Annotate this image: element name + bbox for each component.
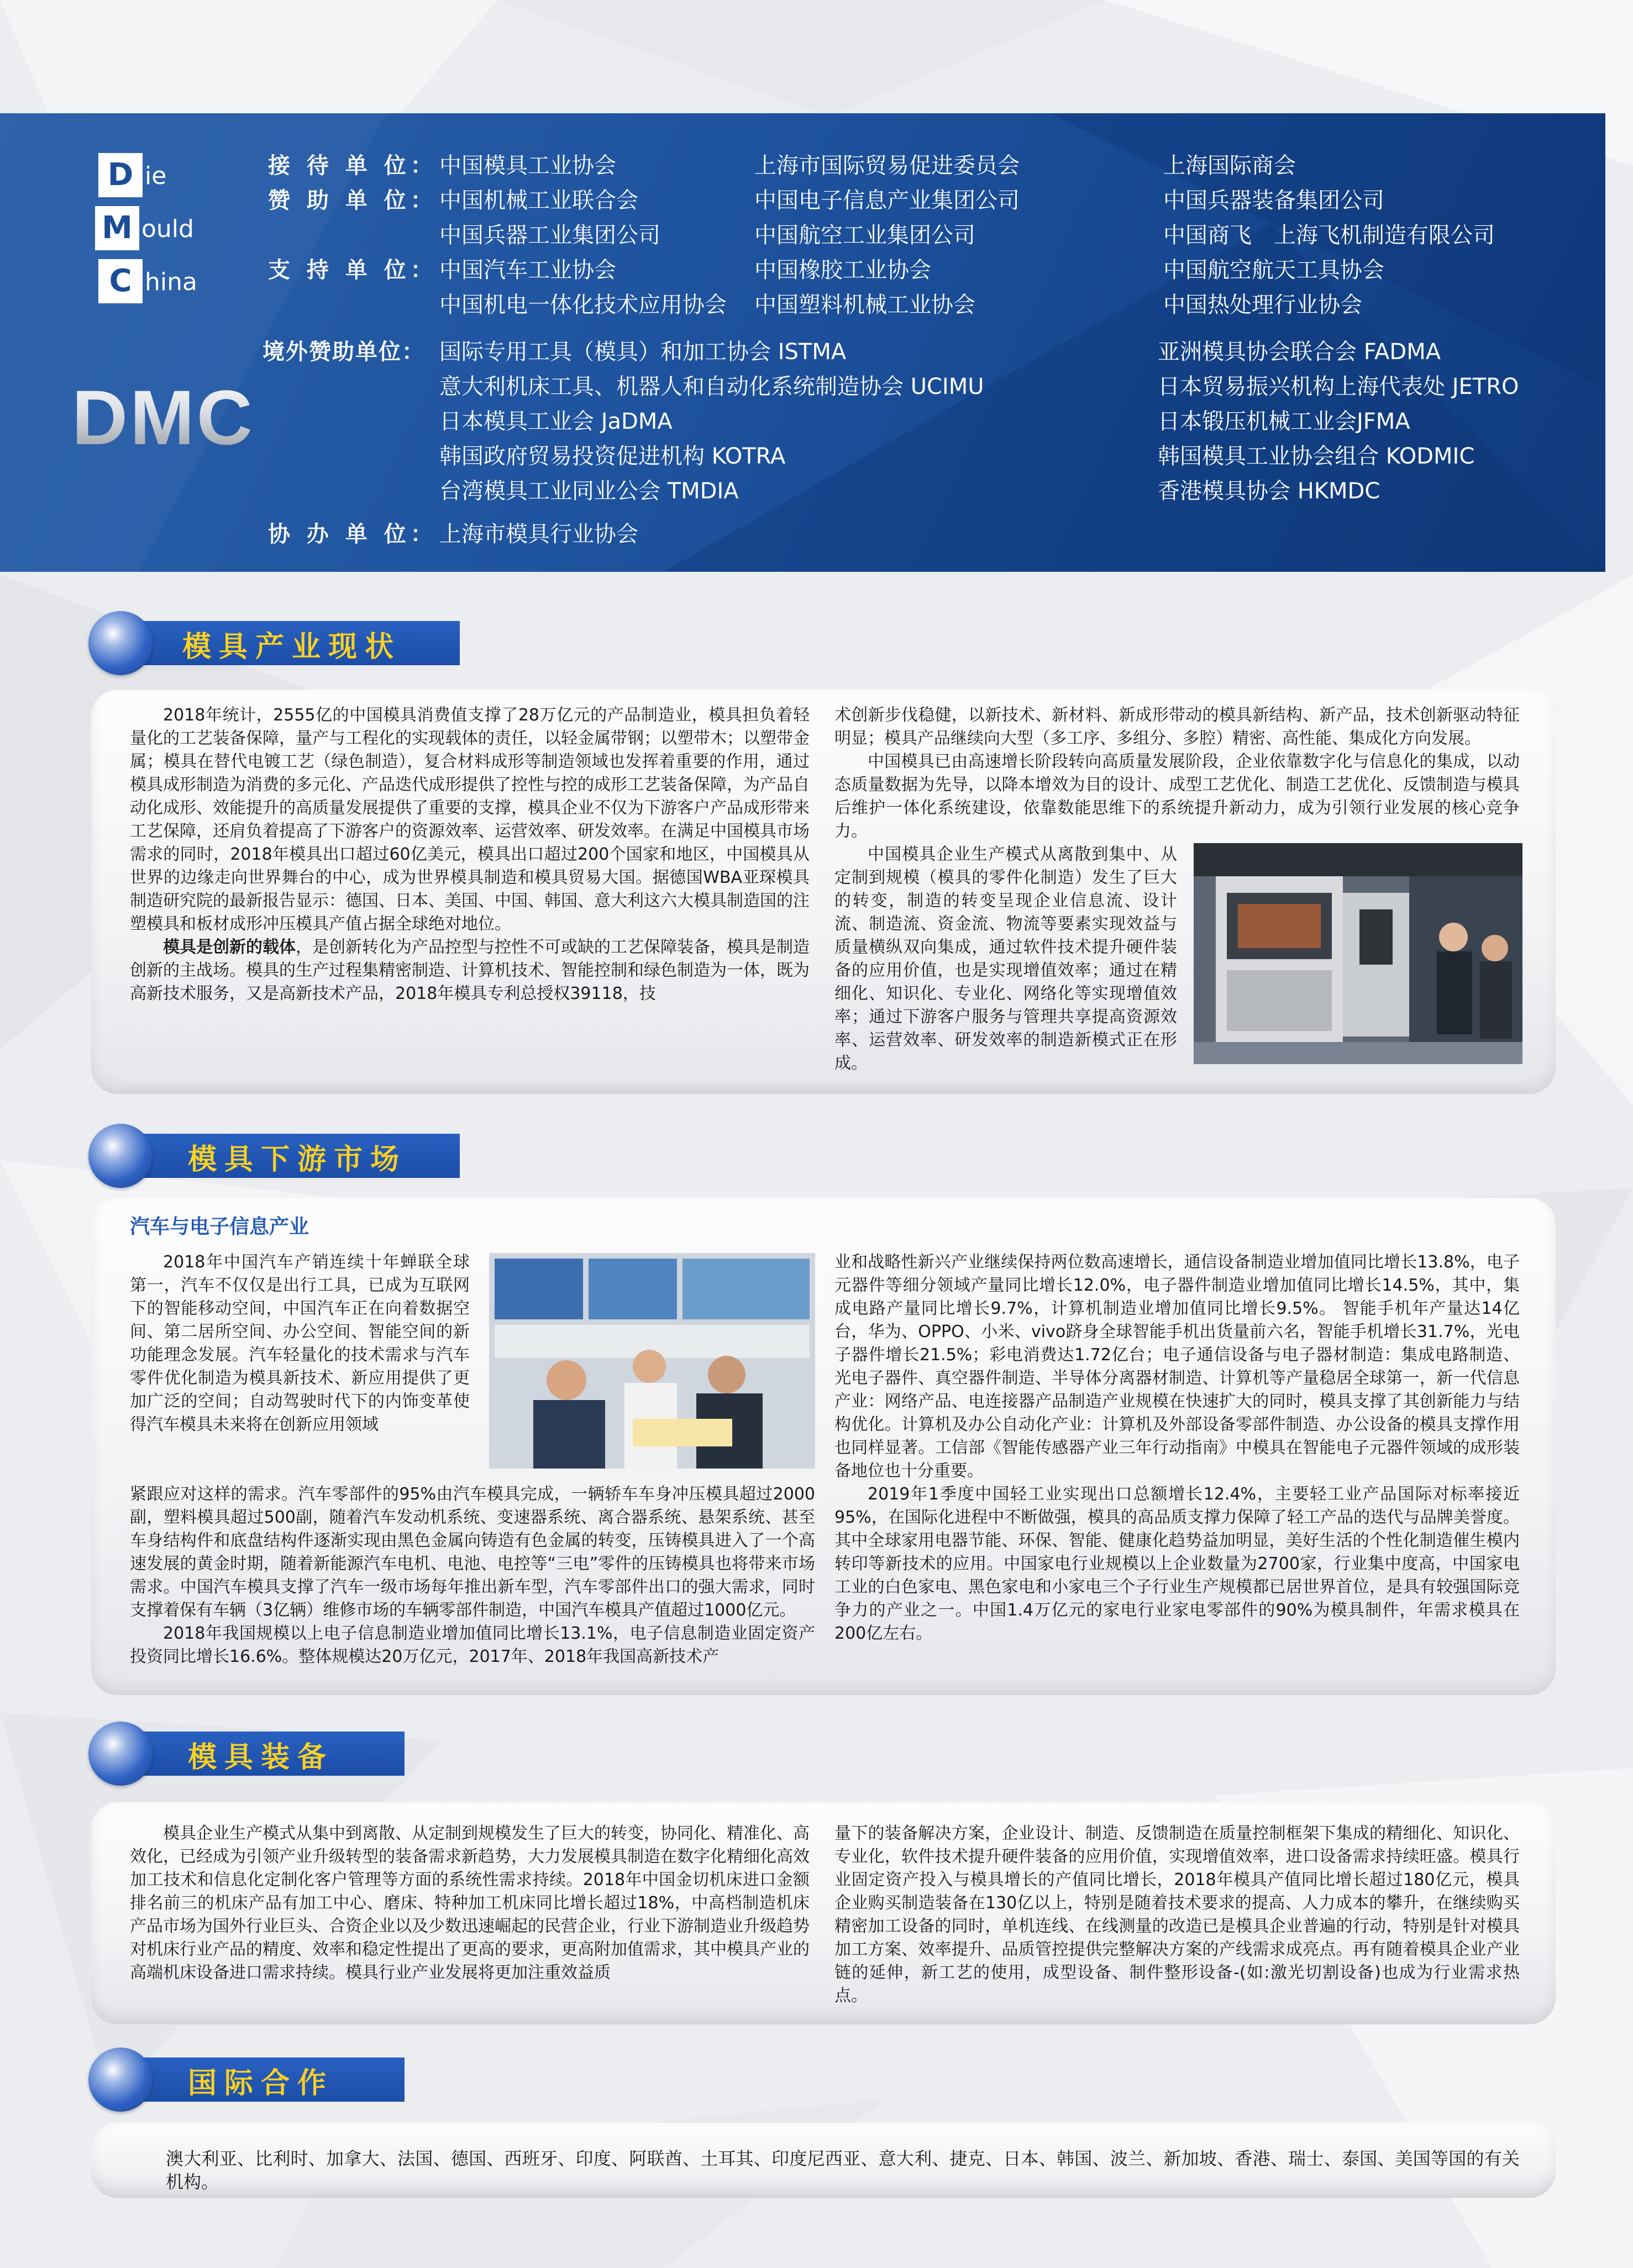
panel-industry xyxy=(91,690,1556,1093)
country-list: 澳大利亚、比利时、加拿大、法国、德国、西班牙、印度、阿联酋、土耳其、印度尼西亚、意大利、捷克、日本、韩国、波兰、新加坡、香港、瑞士、泰国、美国等国的有关机构。 xyxy=(166,2148,1520,2192)
paragraph: 术创新步伐稳健，以新技术、新材料、新成形带动的模具新结构、新产品，技术创新驱动特征明显；模具产品继续向大型（多工序、多组分、多腔）精密、高性能、集成化方向发展。 xyxy=(834,706,1520,748)
bullet-sphere-icon xyxy=(88,611,153,675)
paragraph: 2018年统计，2555亿的中国模具消费值支撑了28万亿元的产品制造业，模具担负着轻量化的工艺装备保障，量产与工程化的实现载体的责任，以轻金属带钢；以塑带木；以塑带金属；模具在替代电镀工艺（绿色制造），复合材料成形等制造领域也发挥着重要的作用，通过模具成形制造为消费的多元化、产品迭代成形提供了控性与控的成形工艺装备保障，为产品自动化成形、效能提升的高质量发展提供了重要的支撑，模具企业不仅为下游客户产品成形带来工艺保障，还肩负着提高了下游客户的资源效率、运营效率、研发效率。在满足中国模具市场需求的同时，2018年模具出口超过60亿美元，模具出口超过200个国家和地区，中国模具从世界的边缘走向世界舞台的中心，成为世界模具制造和模具贸易大国。据德国WBA亚琛模具制造研究院的最新报告显示：德国、日本、美国、中国、韩国、意大利这六大模具制造国的注塑模具和板材成形冲压模具产值占据全球绝对地位。 xyxy=(130,706,810,934)
section-title: 国际合作 xyxy=(188,2067,334,2100)
header-row-sponsor xyxy=(268,183,437,214)
factory-exhibition-photo xyxy=(1194,843,1522,1064)
sponsor-header xyxy=(0,113,1605,572)
factory-photo-illustration xyxy=(1194,843,1522,1064)
row-label: 接 待 单 位： xyxy=(268,153,437,178)
org-name: 上海市国际贸易促进委员会 xyxy=(754,153,1020,178)
org-name: 中国汽车工业协会 xyxy=(439,257,616,283)
bold-lead: 模具是创新的载体 xyxy=(163,938,296,957)
section-title: 模具装备 xyxy=(188,1741,334,1774)
logo-word-die: ie xyxy=(145,162,167,190)
org-name: 中国机械工业联合会 xyxy=(439,188,638,213)
logo-letter-c: C xyxy=(98,259,143,303)
header-row-overseas xyxy=(262,334,425,366)
equipment-right-text xyxy=(834,1822,1520,2008)
equipment-left-text xyxy=(130,1822,810,1985)
org-name: 中国商飞 上海飞机制造有限公司 xyxy=(1163,223,1495,248)
org-name: 上海国际商会 xyxy=(1163,153,1296,178)
meeting-photo-illustration xyxy=(489,1253,815,1469)
paragraph: 2018年中国汽车产销连续十年蝉联全球第一，汽车不仅仅是出行工具，已成为互联网下的智能移动空间，中国汽车正在向着数据空间、第二居所空间、办公空间、智能空间的新功能理念发展。汽车轻量化的技术需求与汽车零件优化制造为模具新技术、新应用提供了更加广泛的空间；自动驾驶时代下的内饰变革使得汽车模具未来将在创新应用领域 xyxy=(130,1253,470,1434)
paragraph: 量下的装备解决方案，企业设计、制造、反馈制造在质量控制框架下集成的精细化、知识化、专业化，软件技术提升硬件装备的应用价值，实现增值效率，进口设备需求持续旺盛。模具行业固定资产投入与模具增长的产值同比增长，2018年模具产值同比增长超过180亿元，模具企业购买制造装备在130亿以上，特别是随着技术要求的提高、人力成本的攀升，在继续购买精密加工设备的同时，单机连线、在线测量的改造已是模具企业普遍的行动，特别是针对模具加工方案、效率提升、品质管控提供完整解决方案的产线需求成亮点。再有随着模具企业产业链的延伸，新工艺的使用，成型设备、制件整形设备-(如:激光切割设备)也成为行业需求热点。 xyxy=(834,1824,1520,2006)
downstream-left-full-text xyxy=(130,1483,815,1669)
international-text xyxy=(166,2147,1520,2193)
org-name: 香港模具协会 HKMDC xyxy=(1158,478,1380,504)
org-name: 中国电子信息产业集团公司 xyxy=(754,188,1020,213)
row-label: 赞 助 单 位： xyxy=(268,188,437,213)
subsection-heading: 汽车与电子信息产业 xyxy=(130,1215,309,1238)
org-name: 韩国政府贸易投资促进机构 KOTRA xyxy=(439,444,786,469)
industry-right-wrap-text xyxy=(834,843,1177,1075)
org-name: 上海市模具行业协会 xyxy=(439,522,638,547)
org-name: 日本贸易振兴机构上海代表处 JETRO xyxy=(1158,374,1519,399)
bullet-sphere-icon xyxy=(88,1722,153,1786)
paragraph: 模具企业生产模式从集中到离散、从定制到规模发生了巨大的转变，协同化、精准化、高效化，已经成为引领产业升级转型的装备需求新趋势，大力发展模具制造在数字化精细化高效加工技术和信息化定制化客户管理等方面的系统性需求持续。2018年中国金切机床进口金额排名前三的机床产品有加工中心、磨床、特种加工机床同比增长超过18%，中高档制造机床产品市场为国外行业巨头、合资企业以及少数迅速崛起的民营企业，行业下游制造业升级趋势对机床行业产品的精度、效率和稳定性提出了更高的要求，更高附加值需求，其中模具产业的高端机床设备进口需求持续。模具行业产业发展将更加注重效益质 xyxy=(130,1824,810,1982)
section-header-equipment xyxy=(88,1728,398,1779)
org-name: 韩国模具工业协会组合 KODMIC xyxy=(1158,444,1475,469)
section-title: 模具产业现状 xyxy=(182,630,402,664)
header-row-support xyxy=(268,252,437,284)
section-header-international xyxy=(88,2054,398,2105)
org-name: 中国塑料机械工业协会 xyxy=(754,292,975,318)
logo-letter-d: D xyxy=(98,153,143,197)
paragraph-rest: ，是创新转化为产品控型与控性不可或缺的工艺保障装备，模具是制造创新的主战场。模具的生产过程集精密制造、计算机技术、智能控制和绿色制造为一体，既为高新技术服务，又是高新技术产品，2018年模具专利总授权39118，技 xyxy=(130,938,810,1003)
row-label: 协 办 单 位： xyxy=(268,522,437,547)
downstream-left-wrap-text xyxy=(130,1251,470,1436)
bullet-sphere-icon xyxy=(88,2048,153,2112)
section-header-industry xyxy=(88,618,453,669)
section-title: 模具下游市场 xyxy=(188,1143,407,1176)
org-name: 中国航空航天工具协会 xyxy=(1163,257,1384,283)
panel-downstream xyxy=(91,1198,1556,1694)
panel-international xyxy=(91,2123,1556,2197)
org-name: 中国航空工业集团公司 xyxy=(754,223,975,248)
org-name: 中国机电一体化技术应用协会 xyxy=(439,292,727,318)
row-label: 支 持 单 位： xyxy=(268,257,437,283)
org-name: 中国兵器装备集团公司 xyxy=(1163,188,1384,213)
logo-word-china: hina xyxy=(145,268,197,296)
org-name: 日本锻压机械工业会JFMA xyxy=(1158,409,1410,434)
org-name: 中国模具工业协会 xyxy=(439,153,616,178)
downstream-right-text xyxy=(834,1251,1520,1645)
panel-equipment xyxy=(91,1802,1556,2023)
dmc-brand-logo: DMC xyxy=(72,373,255,462)
row-label: 境外赞助单位： xyxy=(262,339,425,365)
org-name: 日本模具工业会 JaDMA xyxy=(439,409,673,434)
paragraph xyxy=(130,936,810,1006)
org-name: 中国橡胶工业协会 xyxy=(754,257,931,283)
paragraph: 紧跟应对这样的需求。汽车零部件的95%由汽车模具完成，一辆轿车车身冲压模具超过2000副，塑料模具超过500副，随着汽车发动机系统、变速器系统、离合器系统、悬架系统、甚至车身结构件和底盘结构件逐渐实现由黑色金属向铸造有色金属的转变，压铸模具进入了一个高速发展的黄金时期，随着新能源汽车电机、电池、电控等“三电”零件的压铸模具也将带来市场需求。中国汽车模具支撑了汽车一级市场每年推出新车型，汽车零部件出口的强大需求，同时支撑着保有车辆（3亿辆）维修市场的车辆零部件制造，中国汽车模具产值超过1000亿元。 xyxy=(130,1485,815,1620)
org-name: 意大利机床工具、机器人和自动化系统制造协会 UCIMU xyxy=(439,374,984,399)
org-name: 中国兵器工业集团公司 xyxy=(439,223,660,248)
business-meeting-photo xyxy=(489,1253,815,1469)
industry-right-text xyxy=(834,704,1520,843)
bullet-sphere-icon xyxy=(88,1124,153,1188)
header-row-host xyxy=(268,148,437,180)
logo-letter-m: M xyxy=(95,206,139,250)
header-row-co-organizer xyxy=(268,517,437,548)
industry-left-text xyxy=(130,704,810,1006)
paragraph: 2019年1季度中国轻工业实现出口总额增长12.4%，主要轻工业产品国际对标率接近95%，在国际化进程中不断做强，模具的高品质支撑力保障了轻工产品的迭代与品牌美誉度。其中全球家用电器节能、环保、智能、健康化趋势益加明显，美好生活的个性化制造催生模内转印等新技术的应用。中国家电行业规模以上企业数量为2700家，行业集中度高，中国家电工业的白色家电、黑色家电和小家电三个子行业生产规模都已居世界首位，是具有较强国际竞争力的产业之一。中国1.4万亿元的家电行业家电零部件的90%为模具制件，年需求模具在200亿左右。 xyxy=(834,1485,1520,1643)
paragraph: 业和战略性新兴产业继续保持两位数高速增长，通信设备制造业增加值同比增长13.8%，电子元器件等细分领域产量同比增长12.0%，电子器件制造业增加值同比增长14.5%，其中，集成电路产量同比增长9.7%，计算机制造业增加值同比增长9.5%。 智能手机年产量达14亿台，华为、OPPO、小米、vivo跻身全球智能手机出货量前六名，智能手机增长31.7%，光电子器件增长21.5%；彩电消费达1.72亿台；电子通信设备与电子器材制造：集成电路制造、光电子器件、真空器件制造、半导体分离器材制造、计算机等产量稳居全球第一，新一代信息产业：网络产品、电连接器产品制造产业规模在快速扩大的同时，模具支撑了其创新能力与结构优化。计算机及办公自动化产业：计算机及外部设备零部件制造、办公设备的模具支撑作用也同样显著。工信部《智能传感器产业三年行动指南》中模具在智能电子元器件领域的成形装备地位也十分重要。 xyxy=(834,1253,1520,1481)
section-header-downstream xyxy=(88,1130,453,1181)
paragraph: 中国模具已由高速增长阶段转向高质量发展阶段，企业依靠数字化与信息化的集成，以动态质量数据为先导，以降本增效为目的设计、成型工艺优化、制造工艺优化、反馈制造与模具后维护一体化系统建设，依靠数能思维下的系统提升新动力，成为引领行业发展的核心竞争力。 xyxy=(834,752,1520,841)
org-name: 亚洲模具协会联合会 FADMA xyxy=(1158,339,1441,365)
logo-word-mould: ould xyxy=(141,215,194,243)
paragraph: 中国模具企业生产模式从离散到集中、从定制到规模（模具的零件化制造）发生了巨大的转变，制造的转变呈现企业信息流、设计流、制造流、资金流、物流等要素实现效益与质量横纵双向集成，通过软件技术提升硬件装备的应用价值，也是实现增值效率；通过在精细化、知识化、专业化、网络化等实现增值效率；通过下游客户服务与管理共享提高资源效率、运营效率、研发效率的制造新模式正在形成。 xyxy=(834,845,1177,1073)
org-name: 中国热处理行业协会 xyxy=(1163,292,1362,318)
paragraph: 2018年我国规模以上电子信息制造业增加值同比增长13.1%，电子信息制造业固定资产投资同比增长16.6%。整体规模达20万亿元，2017年、2018年我国高新技术产 xyxy=(130,1624,815,1666)
org-name: 台湾模具工业同业公会 TMDIA xyxy=(439,478,739,504)
org-name: 国际专用工具（模具）和加工协会 ISTMA xyxy=(439,339,847,365)
